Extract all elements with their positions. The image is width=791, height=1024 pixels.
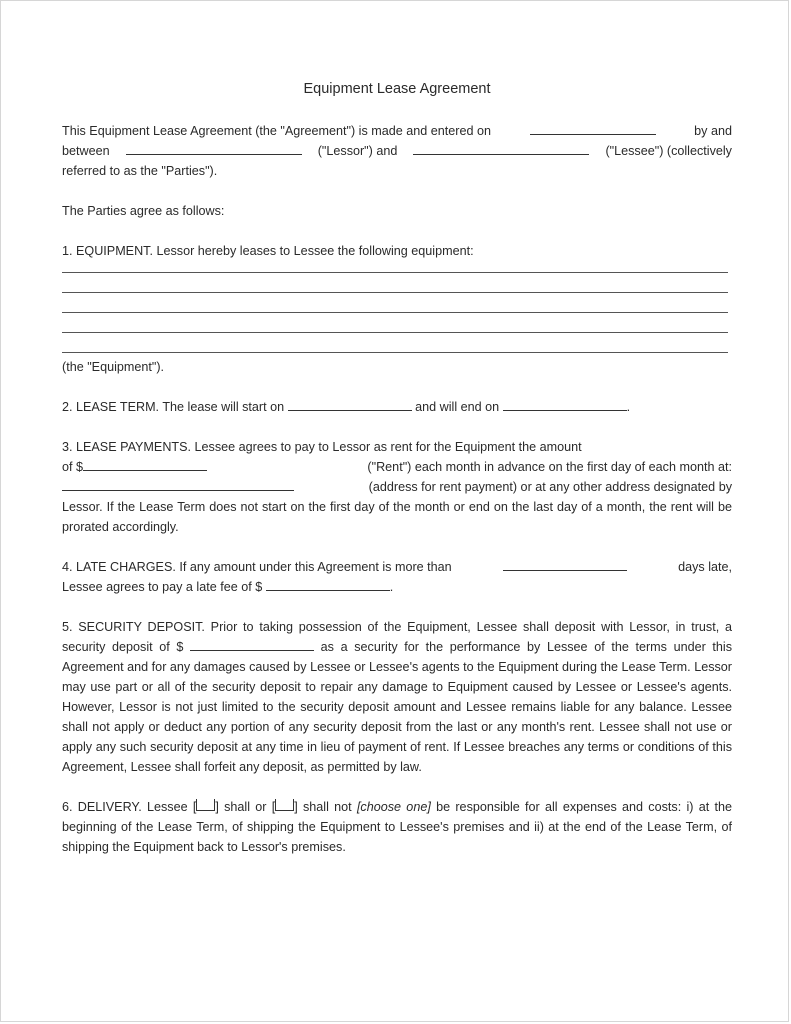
payments-text-1: 3. LEASE PAYMENTS. Lessee agrees to pay to Lessor as rent for the Equipment the amount [62,440,582,454]
payments-text-3: ("Rent") each month in advance on the first day of each month at: [367,460,732,474]
delivery-text-2: ] shall or [ [215,800,276,814]
intro-text-1: This Equipment Lease Agreement (the "Agreement") is made and entered on [62,124,491,138]
intro-text-6: referred to as the "Parties"). [62,164,218,178]
section-equipment: 1. EQUIPMENT. Lessor hereby leases to Lessee the following equipment: [62,244,474,258]
payments-text-2: of $ [62,460,84,474]
section-lease-payments [62,437,732,537]
late-text-3: Lessee agrees to pay a late fee of $ [62,580,263,594]
delivery-text-1: 6. DELIVERY. Lessee [ [62,800,197,814]
intro-paragraph [62,121,732,181]
deposit-text-2: as a security for the performance by Lessee of the terms under this Agreement and for any damages caused by Lessee or Lessee's agents to the Equipment during the Lease Term. Lessor may use part or all of the security deposit to repair any damage to Equipment caused by Lessee or Lessee's agents. However, Lessor is not just limited to the security deposit amount and Lessee remains liable for any balance. Lessee shall not apply or deduct any portion of any security deposit from the last or any month's rent. Lessee shall not use or apply any such security deposit at any time in lieu of payment of rent. If Lessee breaches any terms or conditions of this Agreement, Lessee shall forfeit any deposit, as permitted by law. [62,640,733,774]
intro-text-2: by and [694,124,732,138]
lease-term-text-2: and will end on [415,400,500,414]
section-late-charges [62,557,732,597]
equipment-line[interactable] [62,333,728,353]
date-blank[interactable] [530,121,656,135]
shall-not-checkbox[interactable] [275,799,294,811]
intro-text-3: between [62,144,110,158]
end-date-blank[interactable] [503,397,627,411]
rent-amount-blank[interactable] [83,457,207,471]
deposit-amount-blank[interactable] [190,637,314,651]
address-blank[interactable] [62,477,294,491]
delivery-text-4: be responsible for all expenses and costs: i) at the beginning of the Lease Term, of shipping the Equipment to Lessee's premises and ii) at the end of the Lease Term, of shipping the Equipment back to Lessor's premises. [62,800,732,854]
equipment-line[interactable] [62,273,728,293]
delivery-text-3: ] shall not [294,800,352,814]
payments-text-5: Lessor. If the Lease Term does not start on the first day of the month or end on the last day of a month, the rent will be prorated accordingly. [62,500,732,534]
days-late-blank[interactable] [503,557,627,571]
equipment-line[interactable] [62,313,728,333]
choose-one-note: [choose one] [356,800,431,814]
section-security-deposit [62,617,732,777]
late-text-2: days late, [678,560,732,574]
document-body [62,79,732,877]
lessor-blank[interactable] [126,141,302,155]
equipment-lines[interactable] [62,253,732,353]
section-delivery [62,797,732,857]
late-period: . [389,580,394,594]
payments-text-4: (address for rent payment) or at any other address designated by [368,480,732,494]
late-text-1: 4. LATE CHARGES. If any amount under this Agreement is more than [62,560,452,574]
section-lease-term [62,397,732,417]
intro-text-5: ("Lessee") (collectively [605,144,732,158]
start-date-blank[interactable] [288,397,412,411]
late-fee-blank[interactable] [266,577,390,591]
lease-term-text: 2. LEASE TERM. The lease will start on [62,400,285,414]
equipment-end: (the "Equipment"). [62,360,165,374]
lease-term-period: . [626,400,631,414]
equipment-line[interactable] [62,293,728,313]
agree-paragraph: The Parties agree as follows: [62,204,225,218]
intro-text-4: ("Lessor") and [317,144,398,158]
shall-checkbox[interactable] [196,799,215,811]
document-title: Equipment Lease Agreement [303,81,491,97]
lessee-blank[interactable] [413,141,589,155]
deposit-text-1: 5. SECURITY DEPOSIT. Prior to taking possession of the Equipment, Lessee shall deposit with Lessor, in trust, a security deposit of $ [62,620,732,654]
